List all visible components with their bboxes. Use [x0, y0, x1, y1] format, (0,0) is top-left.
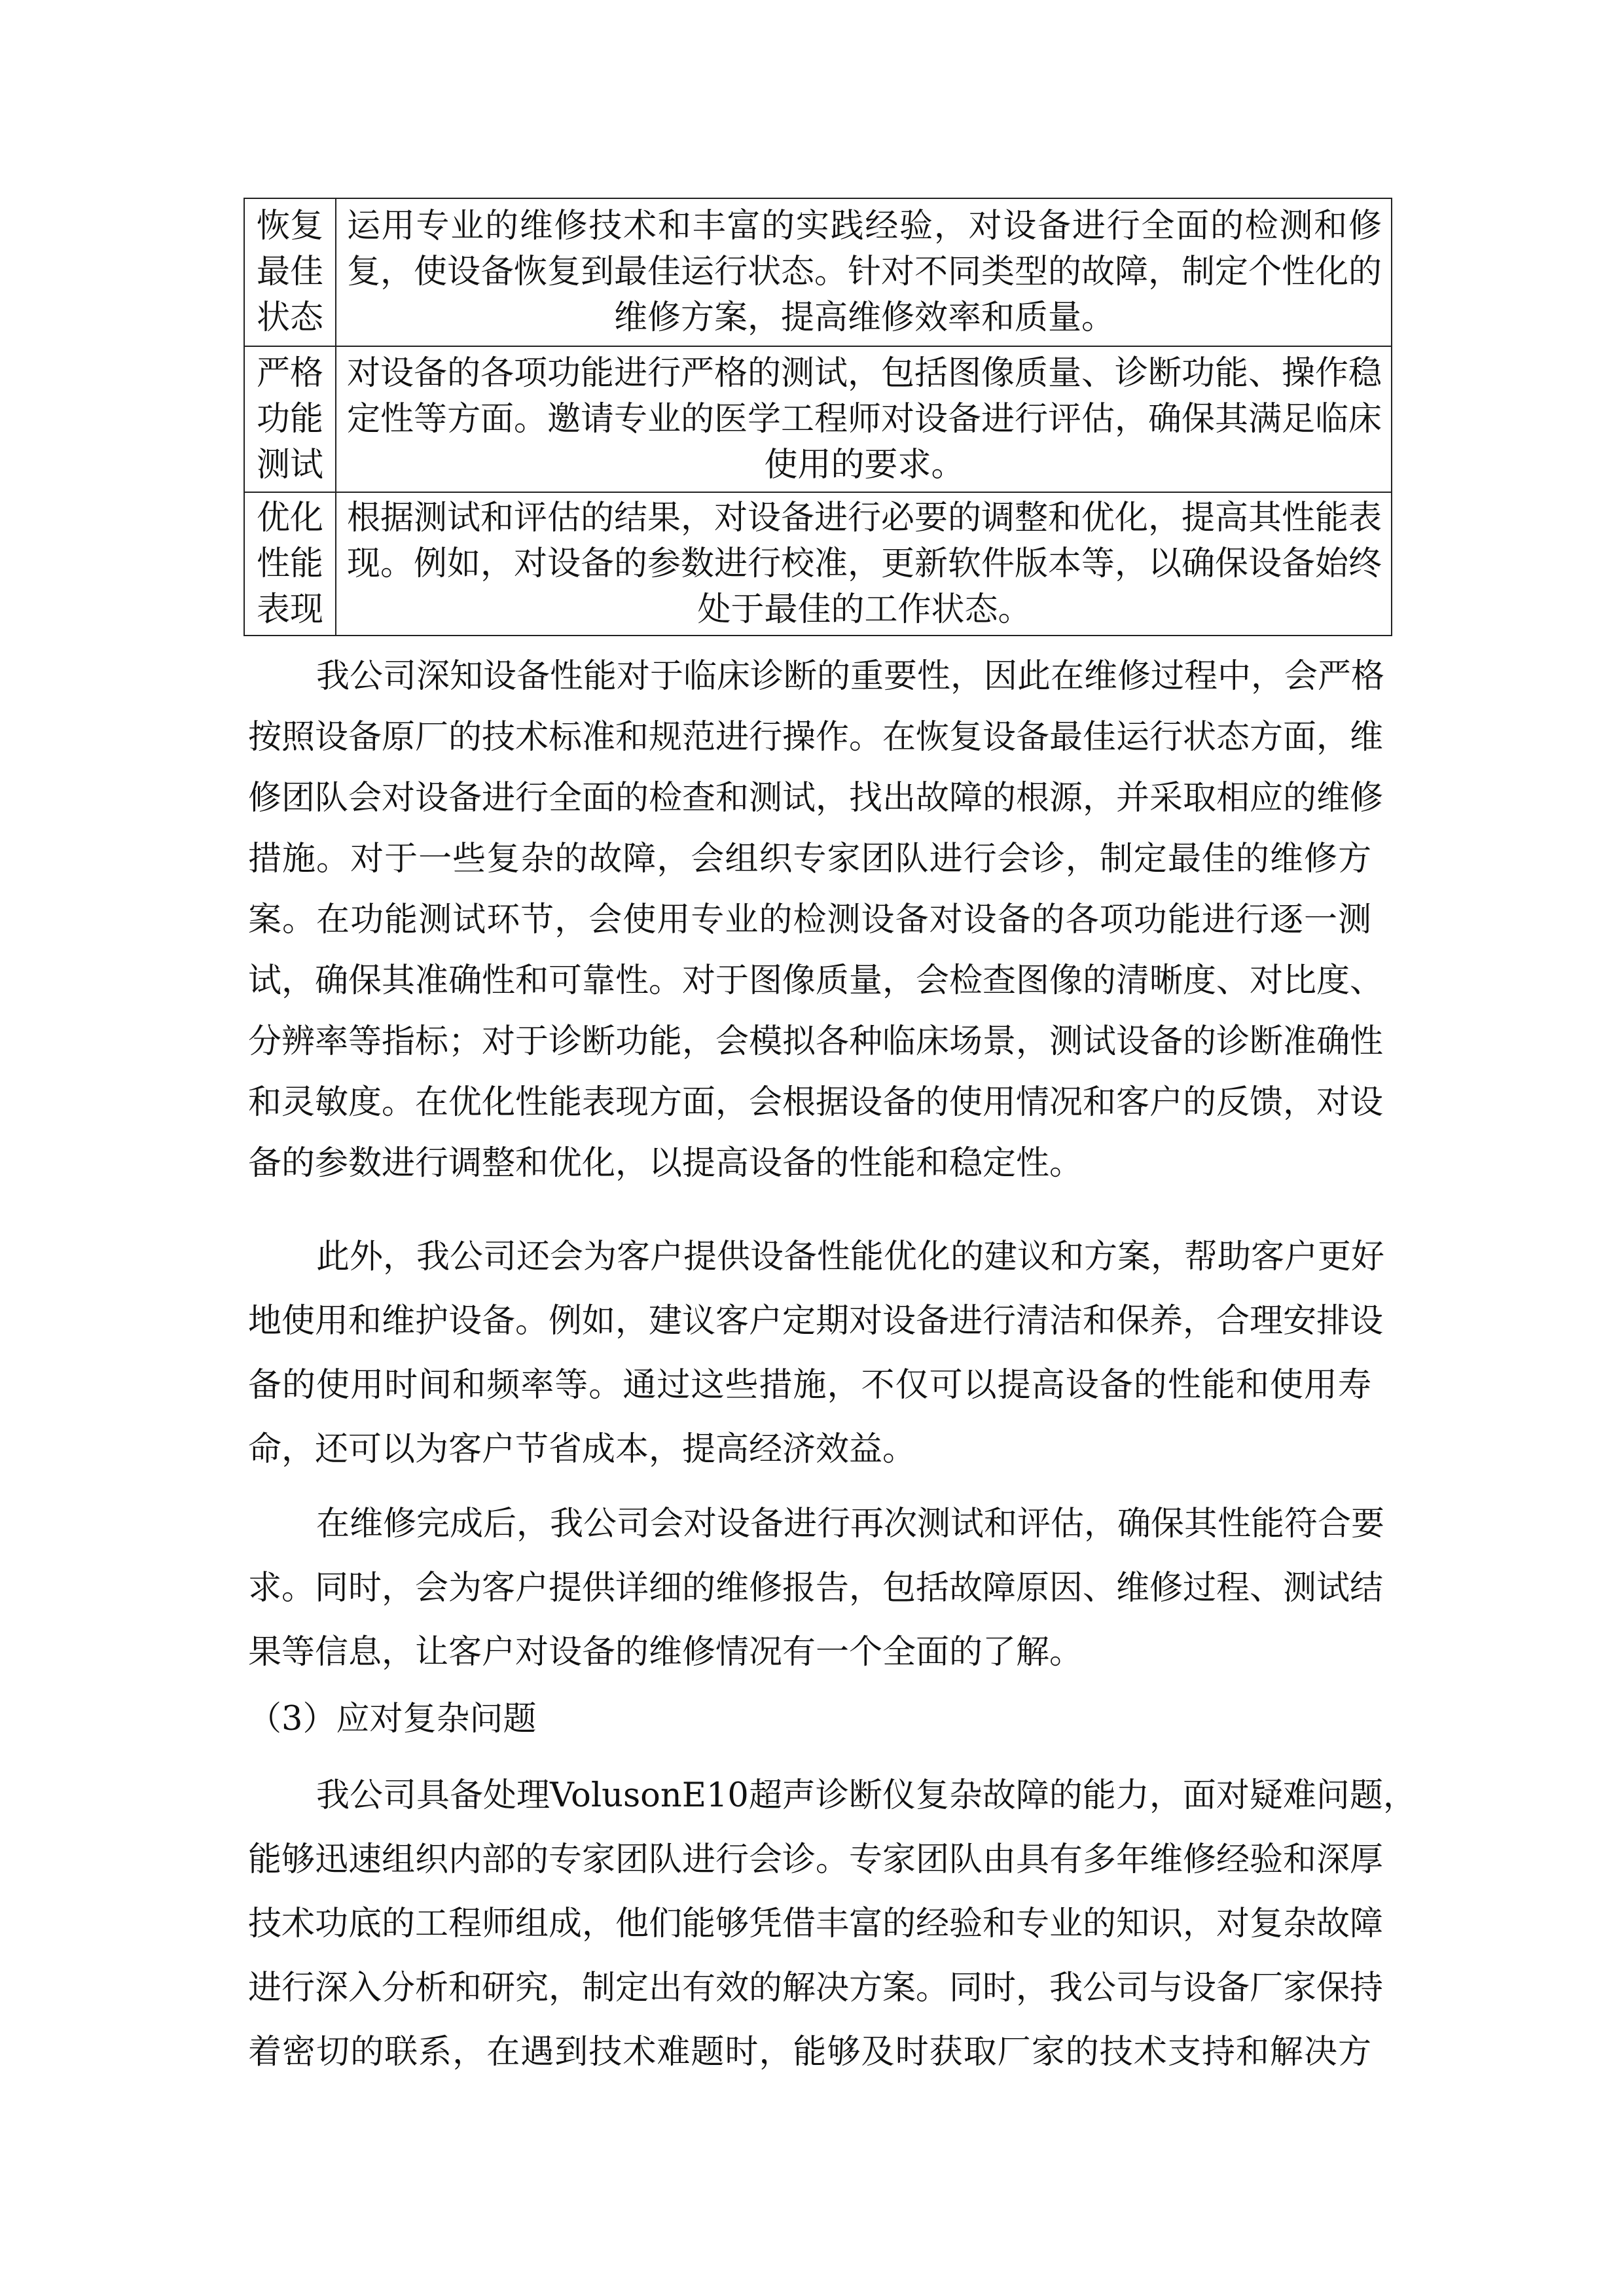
- text-line: 我公司深知设备性能对于临床诊断的重要性，因此在维修过程中，会严格: [316, 657, 1385, 696]
- text-line: 修团队会对设备进行全面的检查和测试，找出故障的根源，并采取相应的维修: [248, 779, 1384, 817]
- content-line: 使用的要求。: [764, 445, 965, 484]
- content-line: 现。例如，对设备的参数进行校准，更新软件版本等，以确保设备始终: [346, 544, 1382, 583]
- text-line: 分辨率等指标；对于诊断功能，会模拟各种临床场景，测试设备的诊断准确性: [248, 1022, 1384, 1061]
- content-line: 维修方案，提高维修效率和质量。: [613, 298, 1115, 337]
- row-label: [244, 198, 336, 346]
- paragraph-post-repair-report: [248, 1492, 1385, 1685]
- section-heading: （3）应对复杂问题: [248, 1700, 537, 1738]
- row-content: [336, 198, 1392, 346]
- label-line: 恢复: [256, 207, 323, 245]
- table-row: [244, 346, 1392, 492]
- text-line: 进行深入分析和研究，制定出有效的解决方案。同时，我公司与设备厂家保持: [248, 1969, 1384, 2007]
- text-line: 在维修完成后，我公司会对设备进行再次测试和评估，确保其性能符合要: [316, 1505, 1385, 1543]
- text-line: 备的使用时间和频率等。通过这些措施，不仅可以提高设备的性能和使用寿: [248, 1366, 1371, 1405]
- text-line: 按照设备原厂的技术标准和规范进行操作。在恢复设备最佳运行状态方面，维: [248, 718, 1384, 757]
- content-line: 对设备的各项功能进行严格的测试，包括图像质量、诊断功能、操作稳: [346, 353, 1382, 393]
- content-line: 定性等方面。邀请专业的医学工程师对设备进行评估，确保其满足临床: [346, 399, 1382, 439]
- label-line: 功能: [256, 399, 323, 439]
- text-line: 能够迅速组织内部的专家团队进行会诊。专家团队由具有多年维修经验和深厚: [248, 1840, 1384, 1879]
- paragraph-complex-issues: [248, 1764, 1416, 2085]
- text-line: 备的参数进行调整和优化，以提高设备的性能和稳定性。: [248, 1144, 1083, 1183]
- text-line: 命，还可以为客户节省成本，提高经济效益。: [248, 1430, 916, 1469]
- row-label: [244, 346, 336, 492]
- content-line: 根据测试和评估的结果，对设备进行必要的调整和优化，提高其性能表: [346, 498, 1382, 537]
- table-row: [244, 198, 1392, 346]
- paragraph-optimization-advice: [248, 1225, 1385, 1482]
- label-line: 状态: [256, 298, 323, 337]
- row-content: [336, 346, 1392, 492]
- label-line: 性能: [256, 544, 323, 583]
- text-line: 案。在功能测试环节，会使用专业的检测设备对设备的各项功能进行逐一测: [248, 901, 1371, 939]
- text-line: 地使用和维护设备。例如，建议客户定期对设备进行清洁和保养，合理安排设: [248, 1302, 1384, 1340]
- text-line: 求。同时，会为客户提供详细的维修报告，包括故障原因、维修过程、测试结: [248, 1569, 1384, 1607]
- row-content: [336, 492, 1392, 636]
- content-line: 运用专业的维修技术和丰富的实践经验，对设备进行全面的检测和修: [346, 207, 1382, 245]
- text-line: 我公司具备处理VolusonE10超声诊断仪复杂故障的能力，面对疑难问题，: [316, 1776, 1416, 1815]
- paragraph-quality-standards: [248, 646, 1385, 1194]
- measures-table: [244, 198, 1392, 636]
- text-line: 措施。对于一些复杂的故障，会组织专家团队进行会诊，制定最佳的维修方: [248, 840, 1371, 878]
- table-row: [244, 492, 1392, 636]
- label-line: 优化: [256, 498, 323, 537]
- content-line: 处于最佳的工作状态。: [697, 590, 1032, 629]
- label-line: 测试: [256, 445, 323, 484]
- text-line: 果等信息，让客户对设备的维修情况有一个全面的了解。: [248, 1633, 1083, 1672]
- label-line: 严格: [256, 353, 323, 393]
- text-line: 此外，我公司还会为客户提供设备性能优化的建议和方案，帮助客户更好: [316, 1238, 1385, 1276]
- content-line: 复，使设备恢复到最佳运行状态。针对不同类型的故障，制定个性化的: [346, 253, 1382, 291]
- text-line: 技术功底的工程师组成，他们能够凭借丰富的经验和专业的知识，对复杂故障: [248, 1905, 1384, 1943]
- label-line: 最佳: [256, 253, 323, 291]
- label-line: 表现: [256, 590, 323, 629]
- row-label: [244, 492, 336, 636]
- text-line: 和灵敏度。在优化性能表现方面，会根据设备的使用情况和客户的反馈，对设: [248, 1083, 1384, 1122]
- text-line: 着密切的联系，在遇到技术难题时，能够及时获取厂家的技术支持和解决方: [248, 2033, 1371, 2072]
- text-line: 试，确保其准确性和可靠性。对于图像质量，会检查图像的清晰度、对比度、: [248, 961, 1384, 1000]
